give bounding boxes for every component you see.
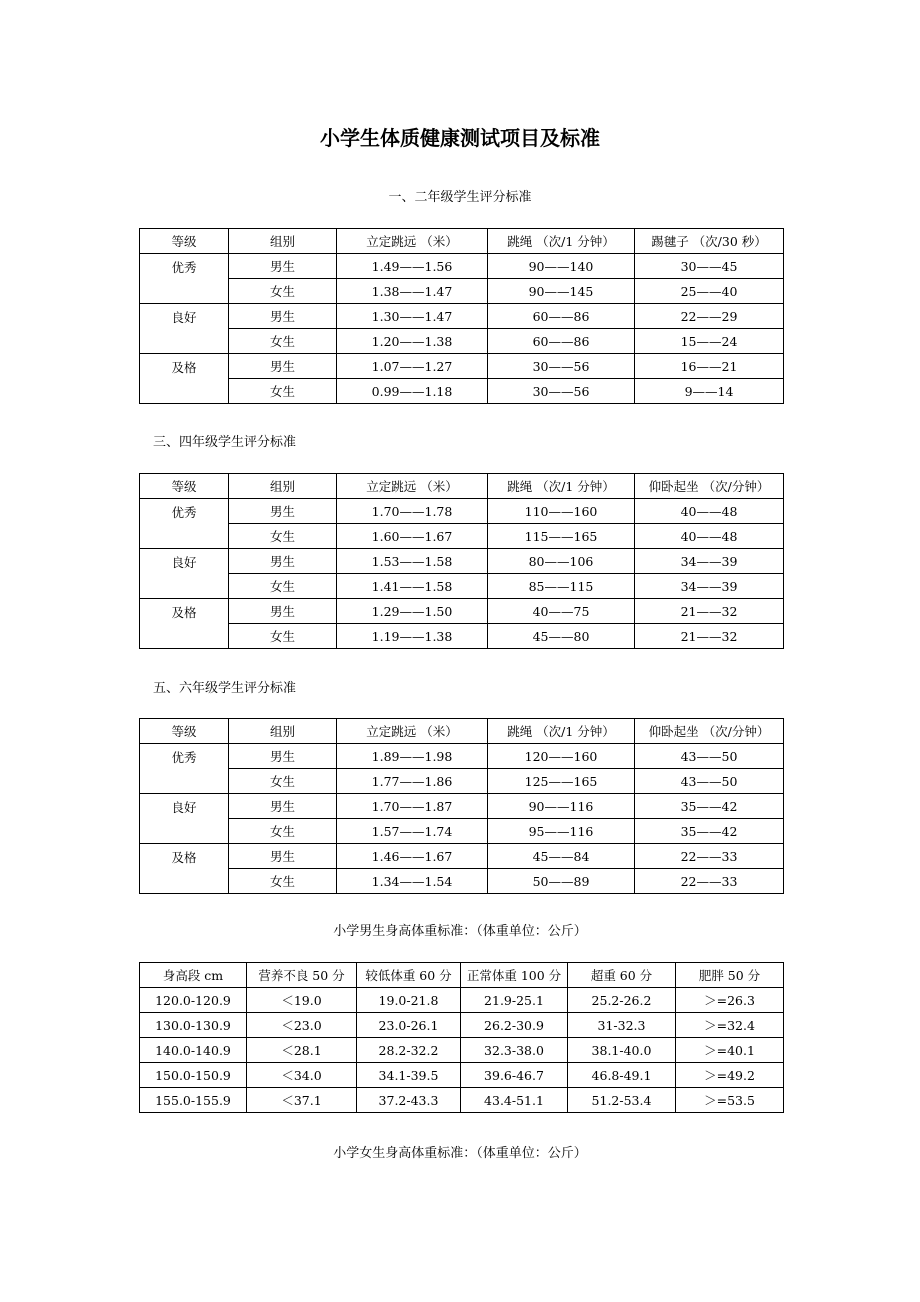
- column-header: 正常体重 100 分: [461, 963, 568, 988]
- table-cell: ＜34.0: [247, 1063, 357, 1088]
- grade-cell: 及格: [140, 354, 229, 404]
- column-header: 营养不良 50 分: [247, 963, 357, 988]
- table-cell: 130.0-130.9: [140, 1013, 247, 1038]
- table-row: [140, 574, 784, 599]
- table-cell: ＞=53.5: [676, 1088, 784, 1113]
- long-jump-cell: 1.46——1.67: [337, 844, 488, 869]
- table-cell: 51.2-53.4: [568, 1088, 676, 1113]
- rope-skip-cell: 40——75: [488, 599, 635, 624]
- score-table-grade-1-2: [139, 228, 784, 404]
- rope-skip-cell: 30——56: [488, 379, 635, 404]
- third-test-cell: 30——45: [635, 254, 784, 279]
- column-header: 立定跳远 （米）: [337, 719, 488, 744]
- rope-skip-cell: 45——84: [488, 844, 635, 869]
- table-row: [140, 329, 784, 354]
- score-table-grade-5-6: [139, 718, 784, 894]
- rope-skip-cell: 85——115: [488, 574, 635, 599]
- column-header: 跳绳 （次/1 分钟）: [488, 719, 635, 744]
- group-cell: 男生: [229, 549, 337, 574]
- group-cell: 女生: [229, 769, 337, 794]
- long-jump-cell: 1.89——1.98: [337, 744, 488, 769]
- column-header: 身高段 cm: [140, 963, 247, 988]
- column-header: 跳绳 （次/1 分钟）: [488, 474, 635, 499]
- long-jump-cell: 1.38——1.47: [337, 279, 488, 304]
- column-header: 等级: [140, 719, 229, 744]
- rope-skip-cell: 90——116: [488, 794, 635, 819]
- rope-skip-cell: 120——160: [488, 744, 635, 769]
- rope-skip-cell: 110——160: [488, 499, 635, 524]
- grade-cell: 优秀: [140, 744, 229, 794]
- table-row: [140, 354, 784, 379]
- table-cell: 28.2-32.2: [357, 1038, 461, 1063]
- header-row: [140, 963, 784, 988]
- table-cell: ＜23.0: [247, 1013, 357, 1038]
- table-cell: ＞=32.4: [676, 1013, 784, 1038]
- table-cell: 38.1-40.0: [568, 1038, 676, 1063]
- column-header: 较低体重 60 分: [357, 963, 461, 988]
- rope-skip-cell: 115——165: [488, 524, 635, 549]
- table-cell: 140.0-140.9: [140, 1038, 247, 1063]
- table-row: [140, 769, 784, 794]
- table-cell: ＞=49.2: [676, 1063, 784, 1088]
- table-row: [140, 744, 784, 769]
- section-caption: 三、四年级学生评分标准: [153, 435, 297, 450]
- third-test-cell: 15——24: [635, 329, 784, 354]
- rope-skip-cell: 60——86: [488, 329, 635, 354]
- long-jump-cell: 1.30——1.47: [337, 304, 488, 329]
- table-row: [140, 1088, 784, 1113]
- table-row: [140, 379, 784, 404]
- table-cell: ＜28.1: [247, 1038, 357, 1063]
- column-header: 立定跳远 （米）: [337, 229, 488, 254]
- long-jump-cell: 1.41——1.58: [337, 574, 488, 599]
- rope-skip-cell: 45——80: [488, 624, 635, 649]
- table-row: [140, 988, 784, 1013]
- group-cell: 男生: [229, 744, 337, 769]
- table-cell: ＞=40.1: [676, 1038, 784, 1063]
- header-row: [140, 719, 784, 744]
- table-row: [140, 819, 784, 844]
- group-cell: 女生: [229, 624, 337, 649]
- table-row: [140, 304, 784, 329]
- group-cell: 男生: [229, 354, 337, 379]
- page-title: 小学生体质健康测试项目及标准: [320, 126, 600, 150]
- table-cell: 155.0-155.9: [140, 1088, 247, 1113]
- table-cell: 31-32.3: [568, 1013, 676, 1038]
- group-cell: 男生: [229, 499, 337, 524]
- group-cell: 女生: [229, 279, 337, 304]
- column-header: 组别: [229, 719, 337, 744]
- third-test-cell: 34——39: [635, 549, 784, 574]
- rope-skip-cell: 80——106: [488, 549, 635, 574]
- grade-cell: 良好: [140, 794, 229, 844]
- long-jump-cell: 1.57——1.74: [337, 819, 488, 844]
- table-row: [140, 844, 784, 869]
- column-header: 组别: [229, 474, 337, 499]
- long-jump-cell: 1.20——1.38: [337, 329, 488, 354]
- table-row: [140, 549, 784, 574]
- group-cell: 女生: [229, 574, 337, 599]
- long-jump-cell: 1.29——1.50: [337, 599, 488, 624]
- table-cell: 46.8-49.1: [568, 1063, 676, 1088]
- grade-cell: 良好: [140, 304, 229, 354]
- table-cell: 34.1-39.5: [357, 1063, 461, 1088]
- section-caption: 一、二年级学生评分标准: [388, 190, 532, 205]
- column-header: 超重 60 分: [568, 963, 676, 988]
- section-caption: 五、六年级学生评分标准: [153, 681, 297, 696]
- table-cell: 21.9-25.1: [461, 988, 568, 1013]
- third-test-cell: 43——50: [635, 744, 784, 769]
- table-cell: 25.2-26.2: [568, 988, 676, 1013]
- third-test-cell: 21——32: [635, 599, 784, 624]
- table-row: [140, 254, 784, 279]
- third-test-cell: 22——29: [635, 304, 784, 329]
- group-cell: 女生: [229, 819, 337, 844]
- table-row: [140, 599, 784, 624]
- table-cell: 32.3-38.0: [461, 1038, 568, 1063]
- long-jump-cell: 1.70——1.87: [337, 794, 488, 819]
- rope-skip-cell: 125——165: [488, 769, 635, 794]
- third-test-cell: 40——48: [635, 524, 784, 549]
- third-test-cell: 34——39: [635, 574, 784, 599]
- boys-hw-caption: 小学男生身高体重标准：（体重单位：公斤）: [333, 924, 587, 939]
- grade-cell: 良好: [140, 549, 229, 599]
- group-cell: 男生: [229, 599, 337, 624]
- long-jump-cell: 1.53——1.58: [337, 549, 488, 574]
- column-header: 仰卧起坐 （次/分钟）: [635, 719, 784, 744]
- table-row: [140, 499, 784, 524]
- third-test-cell: 35——42: [635, 819, 784, 844]
- group-cell: 男生: [229, 254, 337, 279]
- group-cell: 男生: [229, 304, 337, 329]
- third-test-cell: 16——21: [635, 354, 784, 379]
- long-jump-cell: 1.07——1.27: [337, 354, 488, 379]
- table-row: [140, 279, 784, 304]
- column-header: 等级: [140, 474, 229, 499]
- third-test-cell: 9——14: [635, 379, 784, 404]
- score-table-grade-3-4: [139, 473, 784, 649]
- girls-hw-caption: 小学女生身高体重标准：（体重单位：公斤）: [333, 1146, 587, 1161]
- group-cell: 女生: [229, 869, 337, 894]
- header-row: [140, 229, 784, 254]
- table-cell: 150.0-150.9: [140, 1063, 247, 1088]
- column-header: 立定跳远 （米）: [337, 474, 488, 499]
- grade-cell: 优秀: [140, 499, 229, 549]
- rope-skip-cell: 90——140: [488, 254, 635, 279]
- column-header: 等级: [140, 229, 229, 254]
- table-row: [140, 794, 784, 819]
- long-jump-cell: 1.60——1.67: [337, 524, 488, 549]
- table-row: [140, 1013, 784, 1038]
- table-cell: 23.0-26.1: [357, 1013, 461, 1038]
- rope-skip-cell: 60——86: [488, 304, 635, 329]
- group-cell: 女生: [229, 524, 337, 549]
- third-test-cell: 22——33: [635, 844, 784, 869]
- long-jump-cell: 0.99——1.18: [337, 379, 488, 404]
- column-header: 跳绳 （次/1 分钟）: [488, 229, 635, 254]
- rope-skip-cell: 30——56: [488, 354, 635, 379]
- grade-cell: 及格: [140, 599, 229, 649]
- rope-skip-cell: 50——89: [488, 869, 635, 894]
- table-cell: ＜19.0: [247, 988, 357, 1013]
- third-test-cell: 21——32: [635, 624, 784, 649]
- column-header: 仰卧起坐 （次/分钟）: [635, 474, 784, 499]
- third-test-cell: 43——50: [635, 769, 784, 794]
- table-cell: 39.6-46.7: [461, 1063, 568, 1088]
- group-cell: 男生: [229, 844, 337, 869]
- table-row: [140, 524, 784, 549]
- long-jump-cell: 1.70——1.78: [337, 499, 488, 524]
- long-jump-cell: 1.19——1.38: [337, 624, 488, 649]
- header-row: [140, 474, 784, 499]
- long-jump-cell: 1.34——1.54: [337, 869, 488, 894]
- third-test-cell: 40——48: [635, 499, 784, 524]
- table-row: [140, 869, 784, 894]
- table-row: [140, 1038, 784, 1063]
- table-cell: 120.0-120.9: [140, 988, 247, 1013]
- table-row: [140, 624, 784, 649]
- rope-skip-cell: 95——116: [488, 819, 635, 844]
- column-header: 组别: [229, 229, 337, 254]
- table-cell: 26.2-30.9: [461, 1013, 568, 1038]
- long-jump-cell: 1.49——1.56: [337, 254, 488, 279]
- group-cell: 男生: [229, 794, 337, 819]
- table-cell: 43.4-51.1: [461, 1088, 568, 1113]
- table-cell: ＜37.1: [247, 1088, 357, 1113]
- table-cell: ＞=26.3: [676, 988, 784, 1013]
- group-cell: 女生: [229, 379, 337, 404]
- third-test-cell: 25——40: [635, 279, 784, 304]
- third-test-cell: 35——42: [635, 794, 784, 819]
- column-header: 肥胖 50 分: [676, 963, 784, 988]
- grade-cell: 及格: [140, 844, 229, 894]
- long-jump-cell: 1.77——1.86: [337, 769, 488, 794]
- table-cell: 19.0-21.8: [357, 988, 461, 1013]
- boys-height-weight-table: [139, 962, 784, 1113]
- column-header: 踢毽子 （次/30 秒）: [635, 229, 784, 254]
- table-row: [140, 1063, 784, 1088]
- rope-skip-cell: 90——145: [488, 279, 635, 304]
- table-cell: 37.2-43.3: [357, 1088, 461, 1113]
- grade-cell: 优秀: [140, 254, 229, 304]
- group-cell: 女生: [229, 329, 337, 354]
- third-test-cell: 22——33: [635, 869, 784, 894]
